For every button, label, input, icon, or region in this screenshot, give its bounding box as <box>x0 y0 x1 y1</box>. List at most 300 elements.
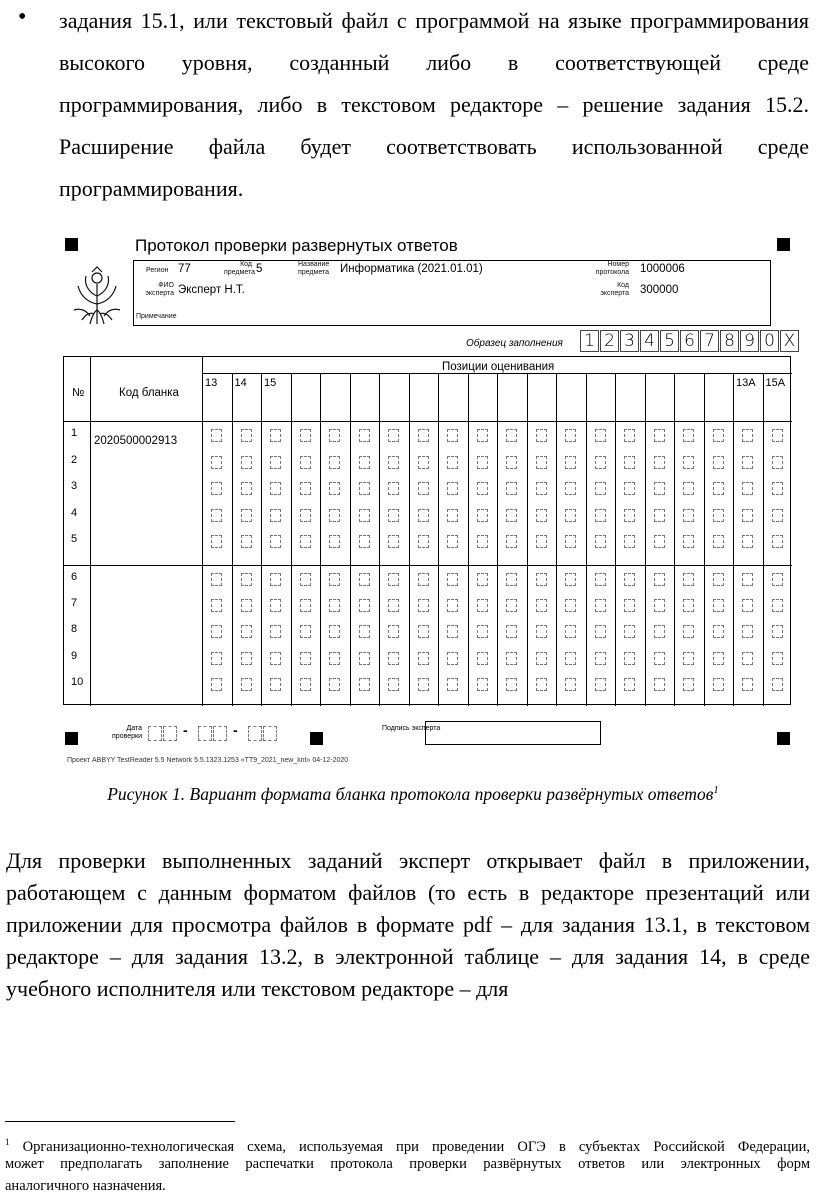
score-checkbox[interactable] <box>329 652 340 665</box>
score-checkbox[interactable] <box>211 573 222 586</box>
score-checkbox[interactable] <box>211 456 222 469</box>
column-divider <box>320 373 321 706</box>
score-checkbox[interactable] <box>388 482 399 495</box>
protocol-form <box>60 228 795 768</box>
score-checkbox[interactable] <box>447 482 458 495</box>
score-checkbox[interactable] <box>595 599 606 612</box>
column-divider <box>586 373 587 706</box>
score-checkbox[interactable] <box>359 456 370 469</box>
score-checkbox[interactable] <box>270 678 281 691</box>
row-number: 5 <box>71 533 78 545</box>
registration-marker <box>65 238 78 251</box>
sample-digit: X <box>780 330 799 352</box>
score-checkbox[interactable] <box>388 625 399 638</box>
protocol-number-value: 1000006 <box>640 263 685 275</box>
score-checkbox[interactable] <box>241 456 252 469</box>
score-checkbox[interactable] <box>270 535 281 548</box>
intro-line: программирования. <box>59 176 244 201</box>
column-divider <box>261 373 262 706</box>
score-checkbox[interactable] <box>536 678 547 691</box>
paragraph-line: учебного исполнителя или текстовом редакторе – для <box>6 976 509 1001</box>
bullet-marker: • <box>18 4 27 30</box>
score-checkbox[interactable] <box>300 456 311 469</box>
protocol-number-label: Номер протокола <box>595 261 629 276</box>
registration-marker <box>777 238 790 251</box>
score-checkbox[interactable] <box>477 652 488 665</box>
score-checkbox[interactable] <box>654 482 665 495</box>
sample-digit: 3 <box>620 330 639 352</box>
score-checkbox[interactable] <box>654 573 665 586</box>
score-checkbox[interactable] <box>565 599 576 612</box>
score-checkbox[interactable] <box>418 535 429 548</box>
score-checkbox[interactable] <box>477 456 488 469</box>
sample-digit: 0 <box>760 330 779 352</box>
score-checkbox[interactable] <box>359 625 370 638</box>
score-checkbox[interactable] <box>300 652 311 665</box>
score-checkbox[interactable] <box>447 509 458 522</box>
date-digit-box[interactable] <box>163 726 177 741</box>
score-checkbox[interactable] <box>565 429 576 442</box>
score-checkbox[interactable] <box>359 678 370 691</box>
score-checkbox[interactable] <box>772 509 783 522</box>
row-divider <box>202 373 792 374</box>
score-checkbox[interactable] <box>418 573 429 586</box>
registration-marker <box>65 732 78 745</box>
score-checkbox[interactable] <box>447 678 458 691</box>
score-checkbox[interactable] <box>388 456 399 469</box>
score-checkbox[interactable] <box>300 482 311 495</box>
score-checkbox[interactable] <box>595 509 606 522</box>
score-checkbox[interactable] <box>772 652 783 665</box>
score-checkbox[interactable] <box>211 652 222 665</box>
date-digit-box[interactable] <box>248 726 262 741</box>
registration-marker <box>777 732 790 745</box>
score-checkbox[interactable] <box>772 678 783 691</box>
footnote-line: может предполагать заполнение распечатки протокола проверки развёрнутых ответов или электронных форм <box>5 1156 810 1172</box>
score-checkbox[interactable] <box>418 599 429 612</box>
score-checkbox[interactable] <box>506 678 517 691</box>
score-checkbox[interactable] <box>713 652 724 665</box>
score-checkbox[interactable] <box>624 456 635 469</box>
footnote-line: $^1$ Организационно-технологическая схема, используемая при проведении ОГЭ в субъектах Российской Федерации, <box>5 1137 810 1155</box>
score-checkbox[interactable] <box>477 535 488 548</box>
score-checkbox[interactable] <box>329 678 340 691</box>
score-checkbox[interactable] <box>624 573 635 586</box>
score-checkbox[interactable] <box>595 535 606 548</box>
score-checkbox[interactable] <box>359 573 370 586</box>
score-checkbox[interactable] <box>388 429 399 442</box>
score-checkbox[interactable] <box>477 509 488 522</box>
score-checkbox[interactable] <box>506 456 517 469</box>
score-checkbox[interactable] <box>329 573 340 586</box>
score-checkbox[interactable] <box>477 678 488 691</box>
positions-header: Позиции оценивания <box>442 361 555 373</box>
score-checkbox[interactable] <box>270 429 281 442</box>
date-digit-box[interactable] <box>263 726 277 741</box>
date-label: Дата проверки <box>112 725 142 740</box>
score-checkbox[interactable] <box>713 482 724 495</box>
score-checkbox[interactable] <box>418 482 429 495</box>
score-checkbox[interactable] <box>270 599 281 612</box>
column-divider <box>350 373 351 706</box>
score-checkbox[interactable] <box>713 678 724 691</box>
score-checkbox[interactable] <box>624 652 635 665</box>
score-checkbox[interactable] <box>772 482 783 495</box>
score-checkbox[interactable] <box>477 429 488 442</box>
score-checkbox[interactable] <box>300 599 311 612</box>
score-checkbox[interactable] <box>270 573 281 586</box>
score-checkbox[interactable] <box>388 535 399 548</box>
score-checkbox[interactable] <box>506 599 517 612</box>
score-checkbox[interactable] <box>713 429 724 442</box>
score-checkbox[interactable] <box>359 652 370 665</box>
score-checkbox[interactable] <box>300 625 311 638</box>
score-checkbox[interactable] <box>506 573 517 586</box>
region-value: 77 <box>178 263 191 275</box>
sample-digit: 2 <box>600 330 619 352</box>
expert-name-label: ФИО эксперта <box>145 282 174 297</box>
score-checkbox[interactable] <box>477 482 488 495</box>
score-checkbox[interactable] <box>211 429 222 442</box>
column-divider <box>556 373 557 706</box>
score-checkbox[interactable] <box>241 429 252 442</box>
score-checkbox[interactable] <box>270 482 281 495</box>
paragraph-line: редакторе – для задания 13.2, в электронной таблице – для задания 14, в среде <box>6 944 810 969</box>
column-divider <box>497 373 498 706</box>
score-checkbox[interactable] <box>388 599 399 612</box>
score-checkbox[interactable] <box>565 509 576 522</box>
column-label: 15 <box>264 377 277 389</box>
score-checkbox[interactable] <box>536 573 547 586</box>
score-checkbox[interactable] <box>270 456 281 469</box>
column-label: 13 <box>205 377 218 389</box>
blank-code: 2020500002913 <box>94 435 178 447</box>
score-checkbox[interactable] <box>742 652 753 665</box>
score-checkbox[interactable] <box>742 482 753 495</box>
score-checkbox[interactable] <box>624 482 635 495</box>
score-checkbox[interactable] <box>359 599 370 612</box>
footnote-ref: 1 <box>713 784 719 797</box>
score-checkbox[interactable] <box>683 482 694 495</box>
score-checkbox[interactable] <box>477 573 488 586</box>
column-divider <box>704 373 705 706</box>
subject-code-label: Код предмета <box>224 261 256 276</box>
score-checkbox[interactable] <box>683 573 694 586</box>
score-checkbox[interactable] <box>300 535 311 548</box>
column-divider <box>468 373 469 706</box>
row-number: 4 <box>71 506 78 519</box>
score-checkbox[interactable] <box>536 652 547 665</box>
score-checkbox[interactable] <box>683 535 694 548</box>
score-checkbox[interactable] <box>447 573 458 586</box>
protocol-header-box <box>133 260 771 326</box>
score-checkbox[interactable] <box>300 509 311 522</box>
score-checkbox[interactable] <box>211 625 222 638</box>
score-checkbox[interactable] <box>300 429 311 442</box>
score-checkbox[interactable] <box>388 573 399 586</box>
score-checkbox[interactable] <box>683 652 694 665</box>
score-checkbox[interactable] <box>211 482 222 495</box>
score-checkbox[interactable] <box>565 482 576 495</box>
sample-label: Образец заполнения <box>466 338 563 349</box>
score-checkbox[interactable] <box>595 678 606 691</box>
score-checkbox[interactable] <box>329 482 340 495</box>
footnote-number: 1 <box>5 1137 10 1147</box>
score-checkbox[interactable] <box>477 599 488 612</box>
score-checkbox[interactable] <box>418 456 429 469</box>
score-checkbox[interactable] <box>772 599 783 612</box>
score-checkbox[interactable] <box>742 678 753 691</box>
expert-name-value: Эксперт Н.Т. <box>178 284 245 296</box>
score-checkbox[interactable] <box>447 652 458 665</box>
score-checkbox[interactable] <box>742 509 753 522</box>
score-checkbox[interactable] <box>742 429 753 442</box>
registration-marker <box>310 732 323 745</box>
score-checkbox[interactable] <box>772 573 783 586</box>
score-checkbox[interactable] <box>742 625 753 638</box>
sample-digit: 5 <box>660 330 679 352</box>
score-checkbox[interactable] <box>477 625 488 638</box>
score-checkbox[interactable] <box>536 456 547 469</box>
score-checkbox[interactable] <box>536 429 547 442</box>
score-checkbox[interactable] <box>654 535 665 548</box>
score-checkbox[interactable] <box>329 456 340 469</box>
score-checkbox[interactable] <box>595 456 606 469</box>
score-checkbox[interactable] <box>772 456 783 469</box>
note-label: Примечание <box>136 313 177 320</box>
sample-digit: 4 <box>640 330 659 352</box>
score-checkbox[interactable] <box>241 652 252 665</box>
score-checkbox[interactable] <box>595 573 606 586</box>
score-checkbox[interactable] <box>713 535 724 548</box>
date-digit-box[interactable] <box>198 726 212 741</box>
score-checkbox[interactable] <box>654 429 665 442</box>
emblem-icon <box>68 264 126 326</box>
score-checkbox[interactable] <box>742 599 753 612</box>
region-label: Регион <box>146 267 169 274</box>
column-divider <box>291 373 292 706</box>
figure-caption <box>33 784 793 805</box>
score-checkbox[interactable] <box>241 535 252 548</box>
score-checkbox[interactable] <box>565 625 576 638</box>
score-checkbox[interactable] <box>418 509 429 522</box>
score-checkbox[interactable] <box>565 573 576 586</box>
score-checkbox[interactable] <box>241 625 252 638</box>
date-digit-box[interactable] <box>213 726 227 741</box>
column-label: 15А <box>765 377 786 389</box>
score-checkbox[interactable] <box>359 429 370 442</box>
footnote-rule <box>5 1121 235 1122</box>
score-checkbox[interactable] <box>241 599 252 612</box>
score-checkbox[interactable] <box>713 456 724 469</box>
form-title: Протокол проверки развернутых ответов <box>135 236 458 255</box>
score-checkbox[interactable] <box>713 573 724 586</box>
score-checkbox[interactable] <box>506 429 517 442</box>
score-checkbox[interactable] <box>506 482 517 495</box>
signature-box[interactable] <box>425 721 601 745</box>
score-checkbox[interactable] <box>241 678 252 691</box>
score-checkbox[interactable] <box>536 625 547 638</box>
score-checkbox[interactable] <box>683 429 694 442</box>
score-checkbox[interactable] <box>654 652 665 665</box>
score-checkbox[interactable] <box>447 599 458 612</box>
score-checkbox[interactable] <box>624 599 635 612</box>
score-checkbox[interactable] <box>565 535 576 548</box>
score-checkbox[interactable] <box>595 429 606 442</box>
score-checkbox[interactable] <box>565 652 576 665</box>
row-number: 8 <box>71 623 78 636</box>
row-number: 3 <box>71 480 78 492</box>
score-checkbox[interactable] <box>329 509 340 522</box>
score-checkbox[interactable] <box>595 625 606 638</box>
score-checkbox[interactable] <box>624 429 635 442</box>
score-checkbox[interactable] <box>418 678 429 691</box>
score-checkbox[interactable] <box>388 509 399 522</box>
expert-code-label: Код эксперта <box>600 282 629 297</box>
score-checkbox[interactable] <box>506 509 517 522</box>
score-checkbox[interactable] <box>772 625 783 638</box>
score-checkbox[interactable] <box>506 652 517 665</box>
form-footer-note: Проект ABBYY TestReader 5.5 Network 5.5.1323.1253 «ТТ9_2021_new_krit» 04-12-2020 <box>67 757 349 764</box>
score-checkbox[interactable] <box>241 509 252 522</box>
date-digit-box[interactable] <box>148 726 162 741</box>
score-checkbox[interactable] <box>418 652 429 665</box>
signature-label: Подпись эксперта <box>382 725 441 732</box>
column-divider <box>202 357 203 706</box>
score-checkbox[interactable] <box>536 509 547 522</box>
intro-line: Расширение файла будет соответствовать использованной среде <box>59 134 809 159</box>
score-checkbox[interactable] <box>654 509 665 522</box>
score-checkbox[interactable] <box>418 429 429 442</box>
row-number: 9 <box>71 649 78 662</box>
column-divider <box>763 373 764 706</box>
paragraph-line: Для проверки выполненных заданий эксперт открывает файл в приложении, <box>6 848 810 873</box>
row-number: 1 <box>71 427 78 439</box>
score-checkbox[interactable] <box>329 429 340 442</box>
score-checkbox[interactable] <box>742 456 753 469</box>
score-checkbox[interactable] <box>624 535 635 548</box>
subject-name-label: Название предмета <box>298 261 330 276</box>
score-checkbox[interactable] <box>595 482 606 495</box>
score-checkbox[interactable] <box>447 625 458 638</box>
intro-line: задания 15.1, или текстовый файл с программой на языке программирования <box>59 8 809 33</box>
row-number: 10 <box>71 675 84 688</box>
score-checkbox[interactable] <box>683 678 694 691</box>
score-checkbox[interactable] <box>359 509 370 522</box>
score-checkbox[interactable] <box>506 535 517 548</box>
score-checkbox[interactable] <box>300 678 311 691</box>
score-checkbox[interactable] <box>742 535 753 548</box>
footnote-line: аналогичного назначения. <box>5 1178 166 1194</box>
column-divider <box>527 373 528 706</box>
score-checkbox[interactable] <box>241 573 252 586</box>
sample-digit: 8 <box>720 330 739 352</box>
score-checkbox[interactable] <box>654 456 665 469</box>
sample-digit: 1 <box>580 330 599 352</box>
score-checkbox[interactable] <box>742 573 753 586</box>
score-checkbox[interactable] <box>624 625 635 638</box>
score-checkbox[interactable] <box>713 599 724 612</box>
score-checkbox[interactable] <box>506 625 517 638</box>
score-checkbox[interactable] <box>772 535 783 548</box>
column-divider <box>733 373 734 706</box>
column-divider <box>674 373 675 706</box>
row-divider <box>64 421 792 422</box>
score-checkbox[interactable] <box>565 456 576 469</box>
score-checkbox[interactable] <box>536 599 547 612</box>
score-checkbox[interactable] <box>359 482 370 495</box>
column-label: 14 <box>234 377 247 389</box>
caption-text: Рисунок 1. Вариант формата бланка протокола проверки развёрнутых ответов <box>107 784 714 804</box>
score-checkbox[interactable] <box>683 509 694 522</box>
score-checkbox[interactable] <box>683 456 694 469</box>
score-checkbox[interactable] <box>329 535 340 548</box>
score-checkbox[interactable] <box>270 509 281 522</box>
score-checkbox[interactable] <box>359 535 370 548</box>
score-checkbox[interactable] <box>654 625 665 638</box>
column-divider <box>232 373 233 706</box>
score-checkbox[interactable] <box>300 573 311 586</box>
score-checkbox[interactable] <box>329 625 340 638</box>
subject-name-value: Информатика (2021.01.01) <box>340 263 483 275</box>
score-checkbox[interactable] <box>211 678 222 691</box>
evaluation-table <box>63 356 791 705</box>
sample-digits <box>580 330 800 352</box>
score-checkbox[interactable] <box>270 625 281 638</box>
score-checkbox[interactable] <box>624 509 635 522</box>
code-header: Код бланка <box>119 387 179 399</box>
row-number: 7 <box>71 597 78 610</box>
num-header: № <box>72 387 85 399</box>
intro-line: высокого уровня, созданный либо в соответствующей среде <box>59 50 809 75</box>
score-checkbox[interactable] <box>447 456 458 469</box>
score-checkbox[interactable] <box>270 652 281 665</box>
score-checkbox[interactable] <box>447 429 458 442</box>
score-checkbox[interactable] <box>241 482 252 495</box>
score-checkbox[interactable] <box>772 429 783 442</box>
score-checkbox[interactable] <box>713 625 724 638</box>
score-checkbox[interactable] <box>595 652 606 665</box>
date-separator: - <box>183 722 188 738</box>
column-divider <box>409 373 410 706</box>
score-checkbox[interactable] <box>418 625 429 638</box>
sample-digit: 7 <box>700 330 719 352</box>
score-checkbox[interactable] <box>536 535 547 548</box>
paragraph-line: работающем с данным форматом файлов (то есть в редакторе презентаций или <box>6 880 810 905</box>
score-checkbox[interactable] <box>211 509 222 522</box>
score-checkbox[interactable] <box>654 599 665 612</box>
score-checkbox[interactable] <box>211 535 222 548</box>
column-divider <box>438 373 439 706</box>
date-separator: - <box>233 722 238 738</box>
column-divider <box>645 373 646 706</box>
score-checkbox[interactable] <box>211 599 222 612</box>
score-checkbox[interactable] <box>624 678 635 691</box>
score-checkbox[interactable] <box>388 652 399 665</box>
column-divider <box>90 357 91 706</box>
intro-line: программирования, либо в текстовом редакторе – решение задания 15.2. <box>59 92 809 117</box>
score-checkbox[interactable] <box>329 599 340 612</box>
score-checkbox[interactable] <box>713 509 724 522</box>
score-checkbox[interactable] <box>654 678 665 691</box>
score-checkbox[interactable] <box>536 482 547 495</box>
score-checkbox[interactable] <box>683 599 694 612</box>
score-checkbox[interactable] <box>565 678 576 691</box>
score-checkbox[interactable] <box>388 678 399 691</box>
score-checkbox[interactable] <box>683 625 694 638</box>
score-checkbox[interactable] <box>447 535 458 548</box>
expert-code-value: 300000 <box>640 284 679 296</box>
